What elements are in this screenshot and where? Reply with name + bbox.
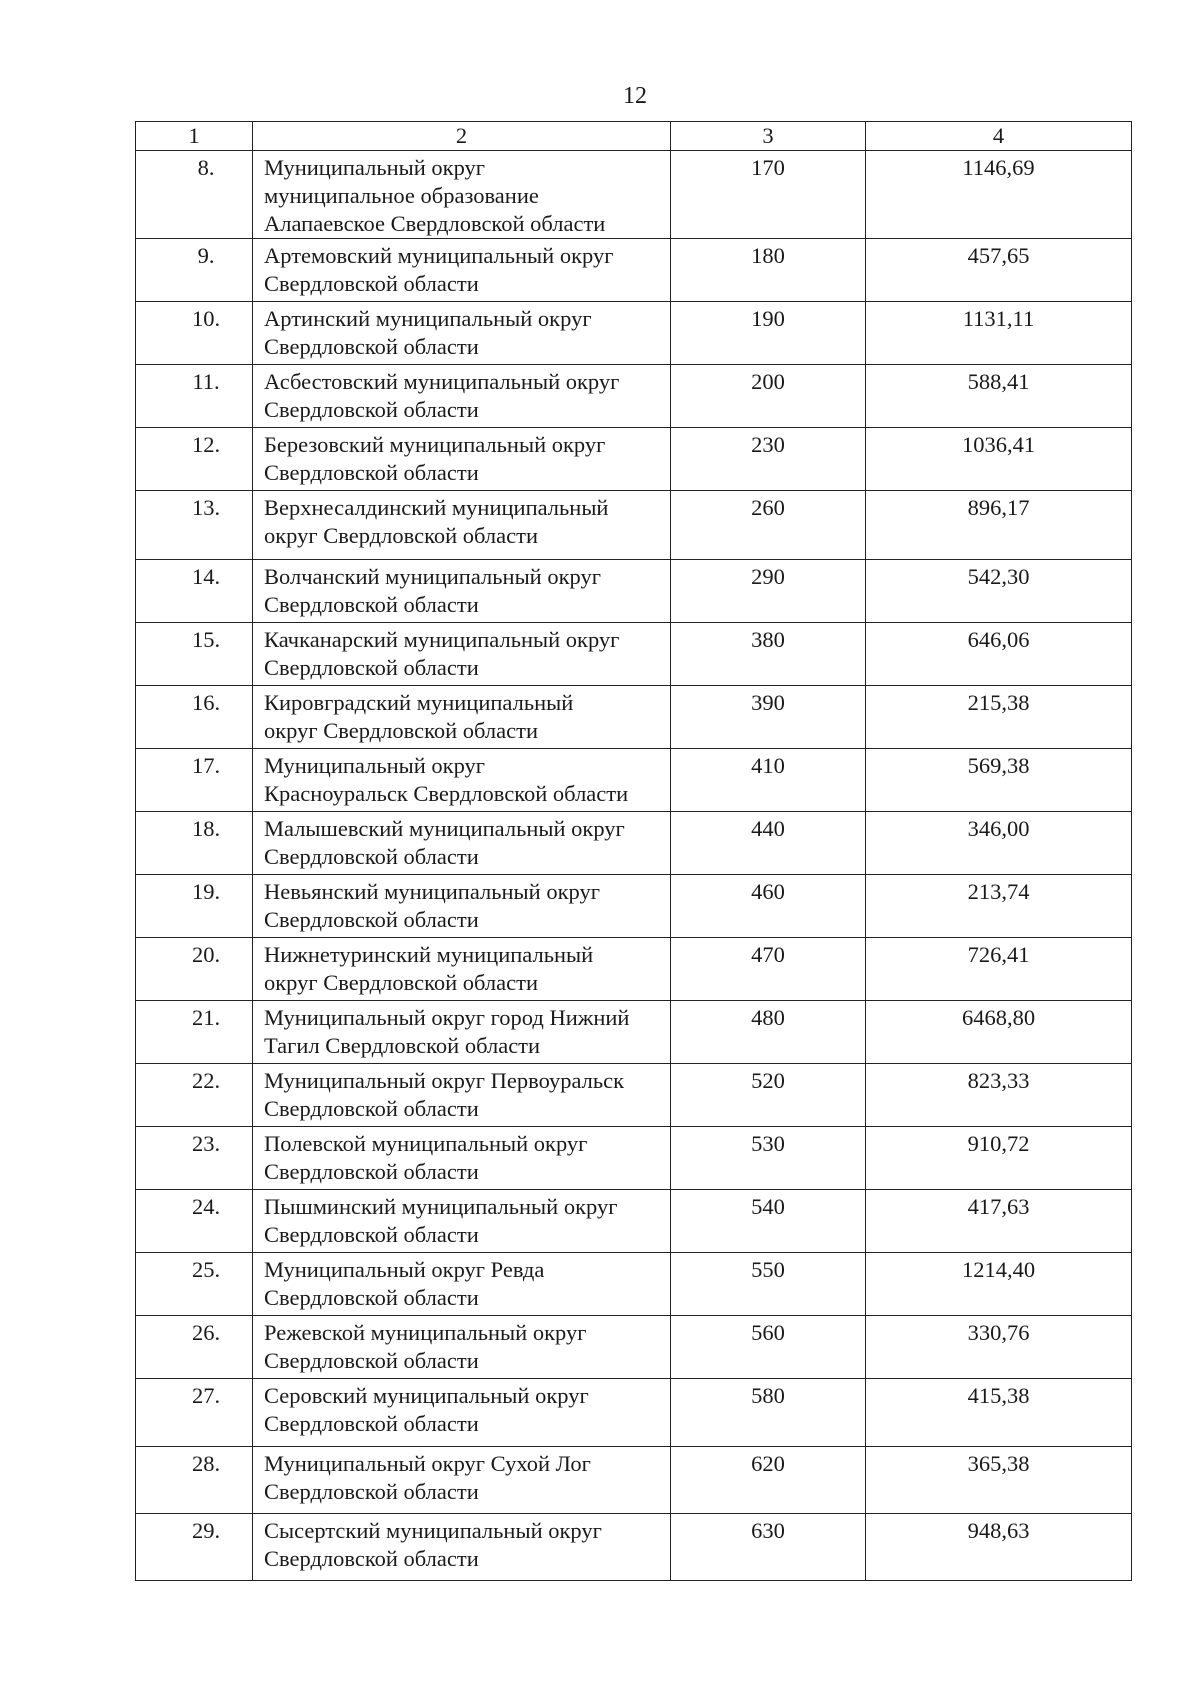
row-number: 18. bbox=[136, 812, 253, 875]
table-row bbox=[136, 302, 1132, 365]
row-value: 330,76 bbox=[866, 1316, 1132, 1379]
page-number: 12 bbox=[623, 83, 647, 109]
municipality-name: Невьянский муниципальный округ Свердловской области bbox=[253, 875, 671, 938]
row-value: 365,38 bbox=[866, 1447, 1132, 1514]
table-row bbox=[136, 1253, 1132, 1316]
row-number: 17. bbox=[136, 749, 253, 812]
row-number: 24. bbox=[136, 1190, 253, 1253]
row-value: 457,65 bbox=[866, 239, 1132, 302]
row-code: 550 bbox=[671, 1253, 866, 1316]
municipality-name: Нижнетуринский муниципальный округ Свердловской области bbox=[253, 938, 671, 1001]
row-number: 26. bbox=[136, 1316, 253, 1379]
table-row bbox=[136, 1316, 1132, 1379]
row-code: 380 bbox=[671, 623, 866, 686]
column-header-4: 4 bbox=[866, 122, 1132, 151]
municipality-name: Артинский муниципальный округ Свердловской области bbox=[253, 302, 671, 365]
row-code: 200 bbox=[671, 365, 866, 428]
row-value: 823,33 bbox=[866, 1064, 1132, 1127]
row-number: 19. bbox=[136, 875, 253, 938]
row-code: 580 bbox=[671, 1379, 866, 1447]
municipality-name: Полевской муниципальный округ Свердловской области bbox=[253, 1127, 671, 1190]
municipality-name: Муниципальный округ муниципальное образование Алапаевское Свердловской области bbox=[253, 151, 671, 239]
table-row bbox=[136, 938, 1132, 1001]
table-row bbox=[136, 875, 1132, 938]
table-row bbox=[136, 239, 1132, 302]
row-code: 480 bbox=[671, 1001, 866, 1064]
table-row bbox=[136, 749, 1132, 812]
row-number: 14. bbox=[136, 560, 253, 623]
row-value: 726,41 bbox=[866, 938, 1132, 1001]
row-number: 22. bbox=[136, 1064, 253, 1127]
table-row bbox=[136, 151, 1132, 239]
row-code: 190 bbox=[671, 302, 866, 365]
table-row bbox=[136, 1447, 1132, 1514]
municipality-name: Артемовский муниципальный округ Свердловской области bbox=[253, 239, 671, 302]
row-code: 390 bbox=[671, 686, 866, 749]
row-value: 588,41 bbox=[866, 365, 1132, 428]
column-header-1: 1 bbox=[136, 122, 253, 151]
row-value: 415,38 bbox=[866, 1379, 1132, 1447]
row-number: 29. bbox=[136, 1514, 253, 1581]
row-code: 260 bbox=[671, 491, 866, 560]
column-header-3: 3 bbox=[671, 122, 866, 151]
table-row bbox=[136, 1127, 1132, 1190]
municipality-name: Кировградский муниципальный округ Свердловской области bbox=[253, 686, 671, 749]
table-row bbox=[136, 812, 1132, 875]
table-row bbox=[136, 1514, 1132, 1581]
municipality-name: Березовский муниципальный округ Свердловской области bbox=[253, 428, 671, 491]
row-number: 23. bbox=[136, 1127, 253, 1190]
row-code: 540 bbox=[671, 1190, 866, 1253]
row-code: 170 bbox=[671, 151, 866, 239]
municipality-name: Малышевский муниципальный округ Свердловской области bbox=[253, 812, 671, 875]
municipality-name: Пышминский муниципальный округ Свердловской области bbox=[253, 1190, 671, 1253]
row-value: 346,00 bbox=[866, 812, 1132, 875]
municipality-name: Сысертский муниципальный округ Свердловской области bbox=[253, 1514, 671, 1581]
row-number: 11. bbox=[136, 365, 253, 428]
table-row bbox=[136, 1190, 1132, 1253]
municipality-name: Муниципальный округ город Нижний Тагил Свердловской области bbox=[253, 1001, 671, 1064]
municipality-name: Муниципальный округ Красноуральск Свердловской области bbox=[253, 749, 671, 812]
row-value: 215,38 bbox=[866, 686, 1132, 749]
row-number: 20. bbox=[136, 938, 253, 1001]
row-code: 290 bbox=[671, 560, 866, 623]
municipality-name: Качканарский муниципальный округ Свердловской области bbox=[253, 623, 671, 686]
municipality-name: Асбестовский муниципальный округ Свердловской области bbox=[253, 365, 671, 428]
table-row bbox=[136, 686, 1132, 749]
row-code: 560 bbox=[671, 1316, 866, 1379]
row-code: 410 bbox=[671, 749, 866, 812]
table-row bbox=[136, 1064, 1132, 1127]
municipality-name: Муниципальный округ Первоуральск Свердловской области bbox=[253, 1064, 671, 1127]
row-code: 630 bbox=[671, 1514, 866, 1581]
row-number: 28. bbox=[136, 1447, 253, 1514]
row-value: 1214,40 bbox=[866, 1253, 1132, 1316]
table-row bbox=[136, 623, 1132, 686]
row-number: 16. bbox=[136, 686, 253, 749]
data-table bbox=[135, 121, 1132, 1581]
row-code: 230 bbox=[671, 428, 866, 491]
row-number: 12. bbox=[136, 428, 253, 491]
table-row bbox=[136, 1379, 1132, 1447]
row-value: 896,17 bbox=[866, 491, 1132, 560]
row-value: 417,63 bbox=[866, 1190, 1132, 1253]
table-row bbox=[136, 365, 1132, 428]
row-code: 470 bbox=[671, 938, 866, 1001]
table-header-row bbox=[136, 122, 1132, 151]
row-value: 542,30 bbox=[866, 560, 1132, 623]
municipality-name: Верхнесалдинский муниципальный округ Свердловской области bbox=[253, 491, 671, 560]
table-row bbox=[136, 560, 1132, 623]
column-header-2: 2 bbox=[253, 122, 671, 151]
row-number: 25. bbox=[136, 1253, 253, 1316]
row-value: 646,06 bbox=[866, 623, 1132, 686]
row-number: 27. bbox=[136, 1379, 253, 1447]
row-value: 213,74 bbox=[866, 875, 1132, 938]
row-code: 620 bbox=[671, 1447, 866, 1514]
row-value: 910,72 bbox=[866, 1127, 1132, 1190]
row-number: 21. bbox=[136, 1001, 253, 1064]
row-value: 948,63 bbox=[866, 1514, 1132, 1581]
municipality-name: Волчанский муниципальный округ Свердловской области bbox=[253, 560, 671, 623]
municipality-name: Режевской муниципальный округ Свердловской области bbox=[253, 1316, 671, 1379]
row-number: 13. bbox=[136, 491, 253, 560]
row-value: 569,38 bbox=[866, 749, 1132, 812]
row-number: 10. bbox=[136, 302, 253, 365]
row-code: 460 bbox=[671, 875, 866, 938]
row-code: 180 bbox=[671, 239, 866, 302]
row-number: 9. bbox=[136, 239, 253, 302]
row-code: 530 bbox=[671, 1127, 866, 1190]
municipality-name: Муниципальный округ Ревда Свердловской области bbox=[253, 1253, 671, 1316]
row-number: 15. bbox=[136, 623, 253, 686]
municipality-name: Муниципальный округ Сухой Лог Свердловской области bbox=[253, 1447, 671, 1514]
municipality-name: Серовский муниципальный округ Свердловской области bbox=[253, 1379, 671, 1447]
row-code: 520 bbox=[671, 1064, 866, 1127]
row-number: 8. bbox=[136, 151, 253, 239]
row-code: 440 bbox=[671, 812, 866, 875]
row-value: 1131,11 bbox=[866, 302, 1132, 365]
table-row bbox=[136, 491, 1132, 560]
row-value: 1036,41 bbox=[866, 428, 1132, 491]
row-value: 6468,80 bbox=[866, 1001, 1132, 1064]
row-value: 1146,69 bbox=[866, 151, 1132, 239]
table-row bbox=[136, 428, 1132, 491]
table-row bbox=[136, 1001, 1132, 1064]
